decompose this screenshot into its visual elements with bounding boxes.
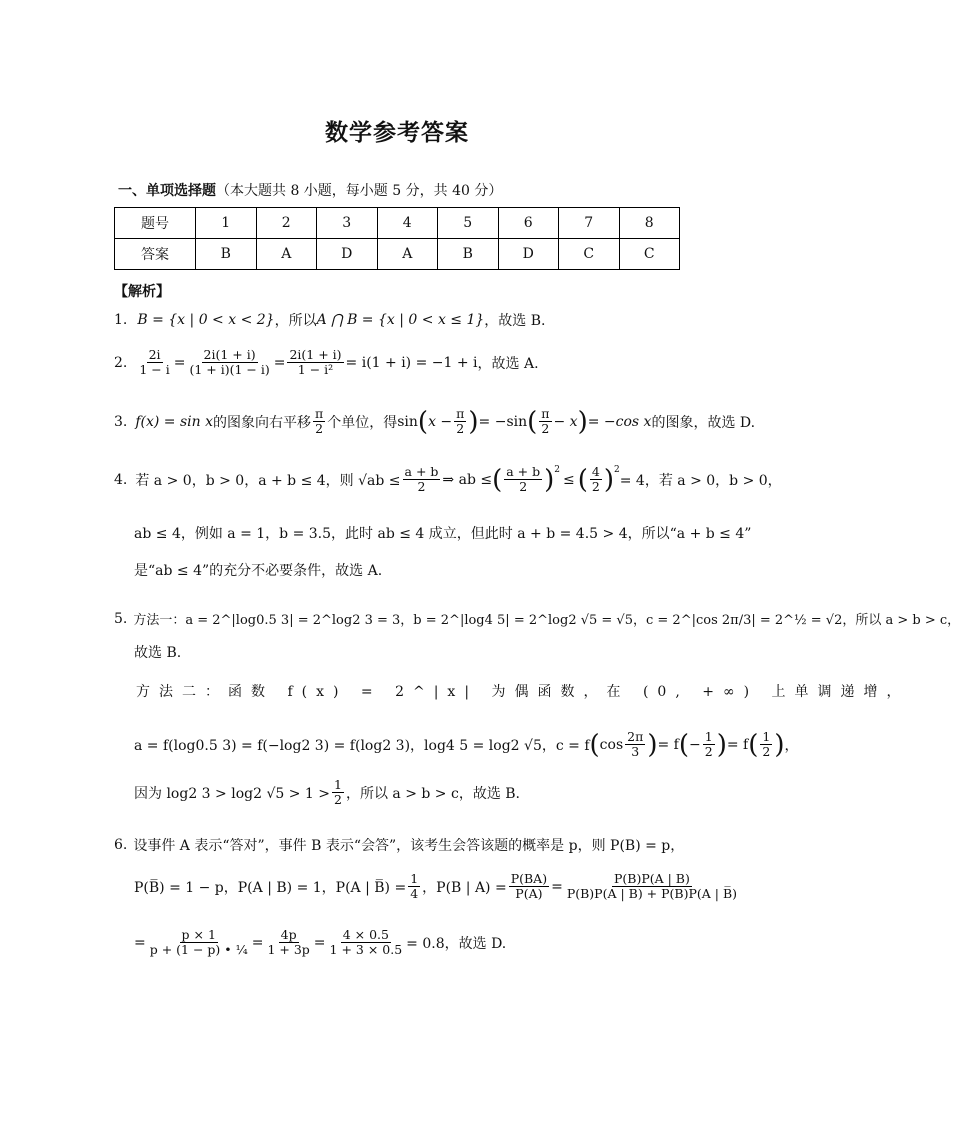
q4-line-1: 4. 若 a > 0，b > 0，a + b ≤ 4，则 √ab ≤ $\frac{a + b}{2}$ ⇒ ab ≤ ( $\frac{a + b}{2}$ ) $^2$ ≤ ( $\frac{4}{2}$ ) $^2$ = 4，若 a > 0，b > 0， — [114, 464, 782, 495]
q6-text-2a: P(B̅) = 1 − p，P(A | B) = 1，P(A | B̅) = — [134, 879, 407, 896]
q6-fraction-pba — [509, 872, 549, 902]
q6-one: 1 — [410, 871, 419, 886]
q4-two: 2 — [417, 479, 426, 495]
q6-bayes-den: P(B)P(A | B) + P(B̅)P(A | B̅) — [566, 886, 738, 902]
q4-text-a: 若 a > 0，b > 0，a + b ≤ 4，则 √ab ≤ — [135, 472, 401, 489]
q5-paren-open: ( — [748, 729, 759, 760]
table-cell: D — [317, 239, 378, 270]
q5-line-5 — [134, 778, 520, 808]
q6-text-2c: = — [551, 878, 563, 895]
q5-paren-open: ( — [678, 729, 689, 760]
q4-apb: a + b — [404, 464, 439, 479]
q6-line-2 — [134, 872, 741, 902]
q4-paren-open: ( — [577, 464, 588, 495]
table-cell: 5 — [438, 208, 499, 239]
q4-fraction-3 — [590, 465, 602, 495]
q6-pba: P(BA) — [510, 871, 548, 886]
q2-f2-num: 2i(1 + i) — [203, 347, 256, 362]
q2-f1-den: 1 − i — [139, 362, 170, 378]
q4-apb: a + b — [506, 464, 541, 479]
q4-paren-open: ( — [492, 464, 503, 495]
q5-two: 2 — [704, 744, 713, 760]
q3-x-minus: x − — [428, 413, 453, 430]
table-row — [115, 239, 680, 270]
q5-text-f: ， — [784, 737, 799, 754]
q3-number: 3. — [114, 413, 128, 430]
q3-shift-fraction — [313, 407, 325, 437]
table-cell: A — [256, 239, 317, 270]
page-title: 数学参考答案 — [325, 119, 469, 146]
q6-bayes-num: P(B)P(A | B) — [613, 871, 690, 886]
q2-eq: = — [273, 354, 286, 371]
q5-paren-open: ( — [589, 729, 600, 760]
table-cell: C — [619, 239, 680, 270]
q4-line-3: 是“ab ≤ 4”的充分不必要条件，故选 A. — [134, 563, 383, 579]
q3-neg-cos: = −cos x — [587, 413, 652, 430]
q4-fraction-2 — [504, 465, 542, 495]
q3-neg-sin: = −sin — [478, 413, 528, 430]
q3-pi: π — [541, 406, 550, 421]
q2-fraction-2 — [187, 348, 271, 378]
q5-one: 1 — [334, 777, 342, 792]
q5-cos: cos — [599, 736, 624, 753]
q6-pa: P(A) — [515, 886, 543, 902]
q3-minus-x: − x — [553, 413, 578, 430]
table-cell: 7 — [559, 208, 620, 239]
q6-text-1: 设事件 A 表示“答对”，事件 B 表示“会答”，该考生会答该题的概率是 p，则 P(B) = p， — [133, 838, 685, 854]
table-row — [115, 208, 680, 239]
q6-text-2b: ，P(B | A) = — [422, 879, 507, 896]
q6-p-den: p + (1 − p) • ¼ — [149, 942, 248, 958]
q6-fraction-4p — [265, 928, 311, 958]
q5-one: 1 — [704, 729, 713, 744]
section-heading — [118, 180, 502, 200]
q6-line-1 — [114, 835, 684, 855]
q5-three: 3 — [631, 744, 640, 760]
table-row-label: 答案 — [115, 239, 196, 270]
section-heading-note: （本大题共 8 小题，每小题 5 分，共 40 分） — [216, 183, 503, 199]
q5-number: 5. — [114, 610, 128, 627]
q6-fraction-quarter — [408, 872, 420, 902]
q6-number: 6. — [114, 837, 128, 853]
q2-number: 2. — [114, 354, 128, 371]
table-cell: C — [559, 239, 620, 270]
q6-eq: = — [313, 934, 326, 951]
q6-4p-den: 1 + 3p — [267, 942, 310, 958]
q2-fraction-1 — [137, 348, 171, 378]
table-cell: 8 — [619, 208, 680, 239]
table-cell: B — [438, 239, 499, 270]
q5-fraction-1 — [625, 730, 645, 760]
q1-conclusion: ，故选 B. — [484, 313, 546, 329]
q3-text2: 个单位，得 — [327, 414, 398, 431]
q3-paren-open: ( — [527, 406, 538, 437]
q3-func: f(x) = sin x — [135, 413, 214, 430]
q4-text-d: = 4，若 a > 0，b > 0， — [619, 472, 782, 489]
q5-text-a: a = f(log0.5 3) = f(−log2 3) = f(log2 3)，log4 5 = log2 √5，c = f — [134, 737, 590, 754]
q4-two: 2 — [591, 479, 600, 495]
q6-fraction-num — [328, 928, 405, 958]
answer-table — [114, 207, 680, 270]
q6-num-den: 1 + 3 × 0.5 — [329, 942, 403, 958]
q5-fraction-4 — [332, 778, 344, 808]
q2-f3-num: 2i(1 + i) — [289, 347, 342, 362]
q2-f3-den: 1 − i² — [297, 362, 334, 378]
q2-eq: = — [173, 354, 186, 371]
q3-paren-close: ) — [577, 406, 588, 437]
table-cell: 4 — [377, 208, 438, 239]
q5-minus: − — [689, 736, 701, 753]
q2-conclusion: ，故选 A. — [477, 355, 539, 372]
q3-sin: sin — [397, 413, 418, 430]
q4-number: 4. — [114, 471, 128, 488]
q3-pi: π — [456, 406, 465, 421]
q6-p-num: p × 1 — [181, 927, 216, 942]
table-row-label: 题号 — [115, 208, 196, 239]
q5-twopi: 2π — [627, 729, 644, 744]
q4-paren-close: ) — [603, 464, 615, 495]
q2-tail: = i(1 + i) = −1 + i — [345, 354, 478, 371]
q3-pi: π — [315, 406, 324, 421]
q5-text-5b: ，所以 a > b > c，故选 B. — [345, 785, 521, 802]
q5-line-3: 方法二：函数 f(x) = 2^|x| 为偶函数，在 (0, +∞) 上单调递增， — [136, 684, 910, 700]
q5-line-1 — [114, 609, 960, 628]
table-cell: 2 — [256, 208, 317, 239]
q4-text-b: ⇒ ab ≤ — [442, 471, 493, 488]
table-cell: 1 — [196, 208, 257, 239]
q5-paren-close: ) — [774, 729, 785, 760]
table-cell: D — [498, 239, 559, 270]
q3-two: 2 — [541, 421, 550, 437]
q1-line — [114, 310, 546, 330]
q1-set-b: B = {x | 0 < x < 2} — [137, 312, 275, 328]
q6-text-3a: = — [134, 934, 146, 951]
q5-one: 1 — [762, 729, 771, 744]
q3-paren-close: ) — [468, 406, 479, 437]
q3-inner-fraction — [454, 407, 466, 437]
q5-line-2: 故选 B. — [134, 645, 182, 661]
q1-intersection: A ⋂ B = {x | 0 < x ≤ 1} — [316, 312, 485, 328]
q4-four: 4 — [591, 464, 600, 479]
q5-text-e: = f — [726, 736, 749, 753]
q5-method-1: 方法一：a = 2^|log0.5 3| = 2^log2 3 = 3，b = 2^|log4 5| = 2^log2 √5 = √5，c = 2^|cos 2π/3| = 2^½ = √2，所以 a > b > c， — [133, 613, 960, 628]
q4-line-2: ab ≤ 4，例如 a = 1，b = 3.5，此时 ab ≤ 4 成立，但此时 a + b = 4.5 > 4，所以“a + b ≤ 4” — [134, 526, 752, 542]
q6-line-3 — [134, 928, 506, 958]
q3-two: 2 — [456, 421, 465, 437]
table-cell: A — [377, 239, 438, 270]
q5-paren-close: ) — [647, 729, 658, 760]
q1-text: ，所以 — [274, 313, 317, 329]
q2-fraction-3 — [287, 348, 343, 378]
q6-fraction-p — [148, 928, 250, 958]
q2-f2-den: (1 + i)(1 − i) — [189, 362, 270, 378]
q6-fraction-bayes — [565, 872, 739, 902]
q2-f1-num: 2i — [148, 347, 161, 362]
q4-paren-close: ) — [544, 464, 555, 495]
q3-two: 2 — [315, 421, 324, 437]
q5-fraction-2 — [703, 730, 715, 760]
q5-text-5a: 因为 log2 3 > log2 √5 > 1 > — [134, 785, 330, 802]
q5-two: 2 — [334, 792, 342, 808]
table-cell: 3 — [317, 208, 378, 239]
q4-fraction-1 — [403, 465, 441, 495]
analysis-label: 【解析】 — [114, 284, 170, 300]
q5-two: 2 — [762, 744, 771, 760]
q1-number: 1. — [114, 312, 128, 328]
q2-line — [114, 348, 539, 378]
q5-line-4 — [134, 730, 798, 760]
q3-paren-open: ( — [417, 406, 429, 437]
q5-paren-close: ) — [716, 729, 727, 760]
q3-inner-fraction-2 — [539, 407, 551, 437]
q4-two: 2 — [519, 479, 528, 495]
q6-num-num: 4 × 0.5 — [342, 927, 389, 942]
q6-four: 4 — [410, 886, 419, 902]
q5-text-c: = f — [657, 736, 679, 753]
q6-4p-num: 4p — [280, 927, 297, 942]
q3-line — [114, 407, 755, 437]
table-cell: B — [196, 239, 257, 270]
q3-text: 的图象向右平移 — [213, 414, 312, 431]
section-heading-bold: 一、单项选择题 — [118, 183, 216, 199]
q6-eq: = — [251, 934, 264, 951]
q6-text-3b: = 0.8，故选 D. — [406, 935, 507, 952]
q4-text-c: ≤ — [563, 471, 575, 488]
q5-fraction-3 — [760, 730, 772, 760]
table-cell: 6 — [498, 208, 559, 239]
q3-conclusion: 的图象，故选 D. — [651, 414, 756, 431]
